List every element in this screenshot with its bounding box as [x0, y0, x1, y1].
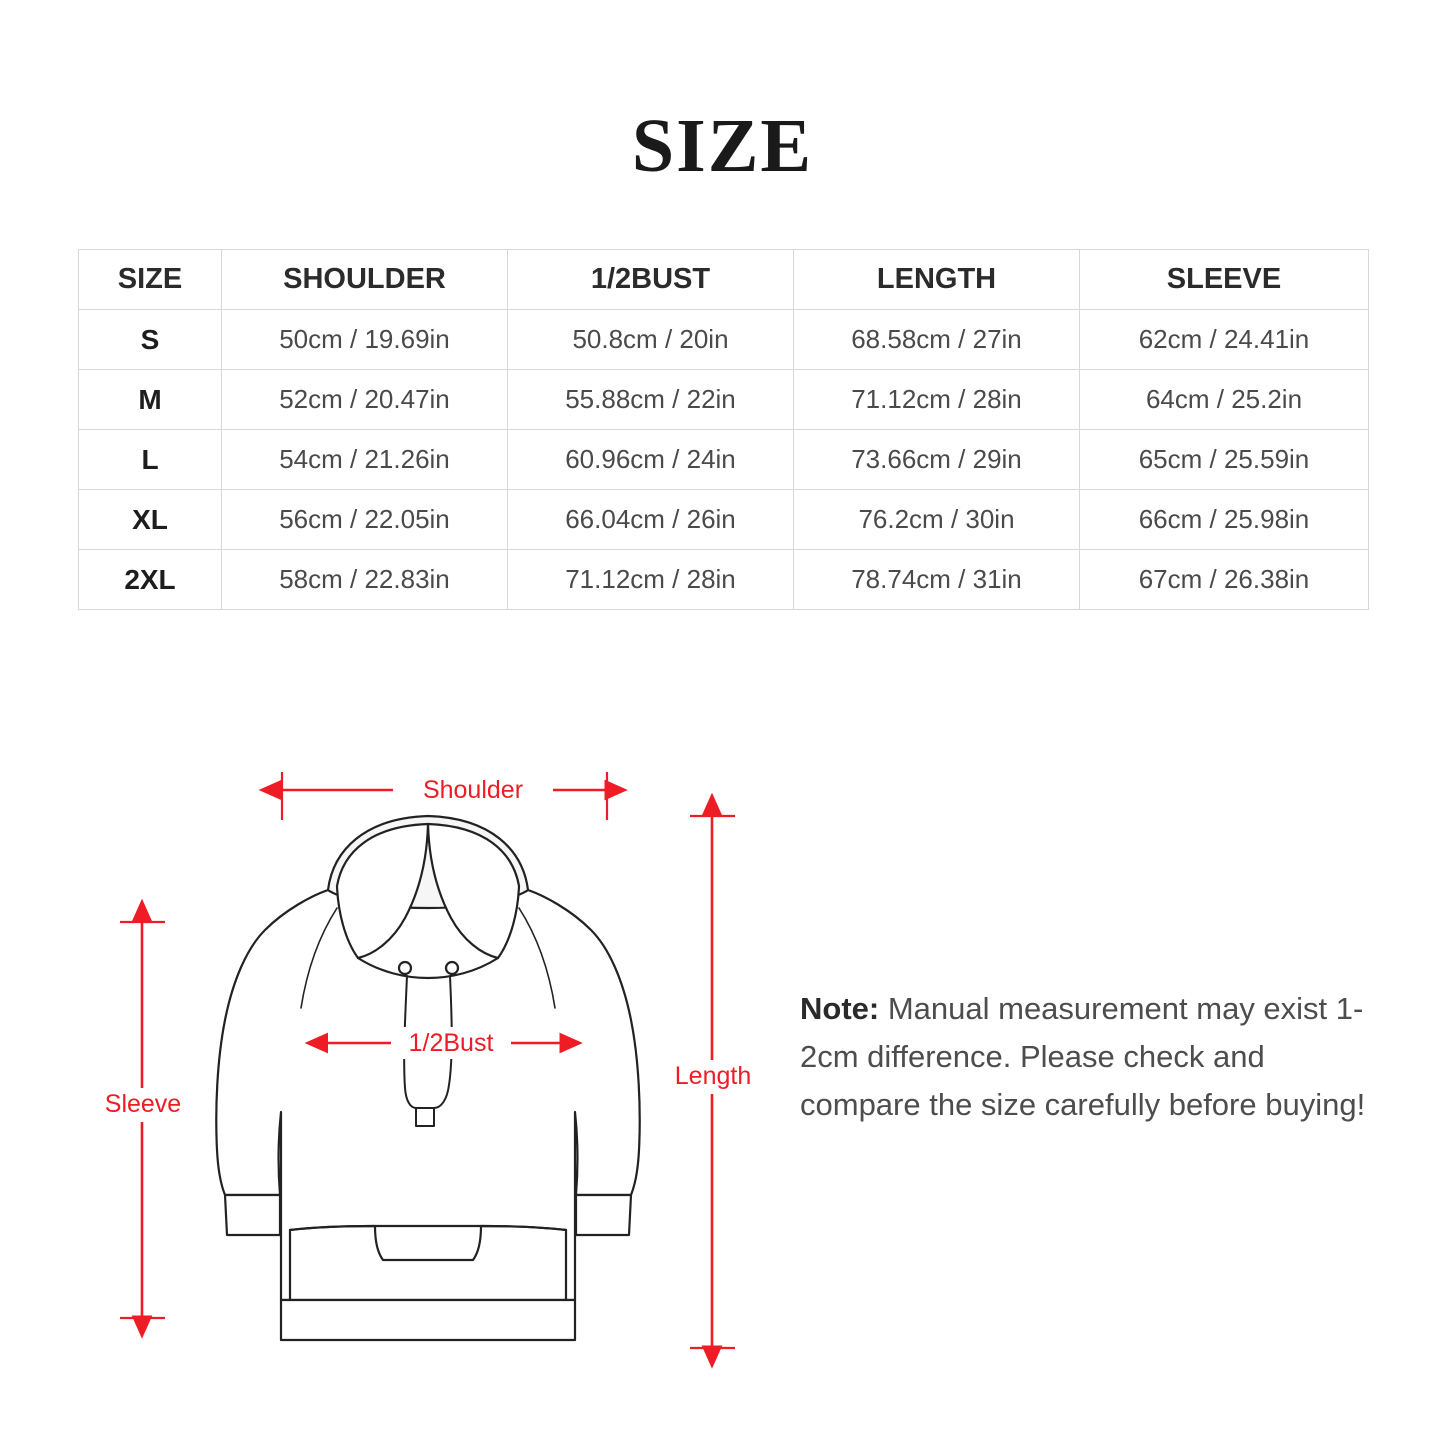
cell-bust: 60.96cm / 24in — [508, 430, 794, 490]
cell-length: 76.2cm / 30in — [794, 490, 1080, 550]
table-row — [79, 370, 1369, 430]
note-text — [800, 985, 1370, 1129]
cell-sleeve: 66cm / 25.98in — [1080, 490, 1369, 550]
hoodie-icon — [216, 816, 639, 1340]
measurement-diagram — [75, 740, 795, 1400]
svg-text:Shoulder: Shoulder — [422, 776, 524, 804]
cell-shoulder: 54cm / 21.26in — [222, 430, 508, 490]
cell-size: S — [79, 310, 222, 370]
cell-bust: 50.8cm / 20in — [508, 310, 794, 370]
size-table-container — [78, 249, 1368, 610]
page-title: SIZE — [631, 104, 814, 188]
cell-shoulder: 56cm / 22.05in — [222, 490, 508, 550]
cell-shoulder: 58cm / 22.83in — [222, 550, 508, 610]
cell-size: 2XL — [79, 550, 222, 610]
svg-text:Sleeve: Sleeve — [104, 1090, 182, 1118]
cell-size: L — [79, 430, 222, 490]
cell-shoulder: 50cm / 19.69in — [222, 310, 508, 370]
cell-bust: 71.12cm / 28in — [508, 550, 794, 610]
table-row — [79, 550, 1369, 610]
cell-sleeve: 64cm / 25.2in — [1080, 370, 1369, 430]
cell-length: 71.12cm / 28in — [794, 370, 1080, 430]
svg-text:Length: Length — [674, 1062, 752, 1090]
table-row — [79, 310, 1369, 370]
cell-sleeve: 67cm / 26.38in — [1080, 550, 1369, 610]
cell-length: 78.74cm / 31in — [794, 550, 1080, 610]
cell-size: XL — [79, 490, 222, 550]
cell-shoulder: 52cm / 20.47in — [222, 370, 508, 430]
column-header-size: SIZE — [79, 250, 222, 310]
size-table — [78, 249, 1369, 610]
cell-length: 73.66cm / 29in — [794, 430, 1080, 490]
table-row — [79, 490, 1369, 550]
cell-length: 68.58cm / 27in — [794, 310, 1080, 370]
cell-bust: 66.04cm / 26in — [508, 490, 794, 550]
cell-bust: 55.88cm / 22in — [508, 370, 794, 430]
cell-sleeve: 62cm / 24.41in — [1080, 310, 1369, 370]
cell-size: M — [79, 370, 222, 430]
column-header-shoulder: SHOULDER — [222, 250, 508, 310]
table-header-row — [79, 250, 1369, 310]
column-header-bust: 1/2BUST — [508, 250, 794, 310]
svg-text:1/2Bust: 1/2Bust — [408, 1029, 494, 1057]
cell-sleeve: 65cm / 25.59in — [1080, 430, 1369, 490]
table-row — [79, 430, 1369, 490]
column-header-sleeve: SLEEVE — [1080, 250, 1369, 310]
note-body: Manual measurement may exist 1-2cm difference. Please check and compare the size carefully before buying! — [800, 991, 1366, 1123]
note-label: Note: — [800, 991, 880, 1026]
column-header-length: LENGTH — [794, 250, 1080, 310]
